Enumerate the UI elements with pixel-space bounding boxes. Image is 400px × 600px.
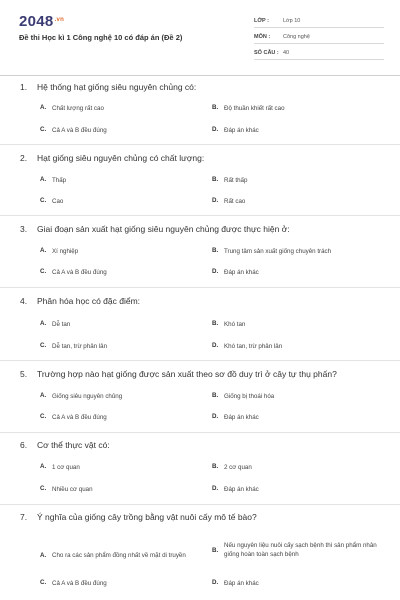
question-divider [0,432,400,433]
answer-option[interactable]: A. Thấp [40,176,67,184]
answer-option[interactable]: C. Cao [40,197,64,205]
answer-option[interactable]: D. Khó tan, trừ phân lân [212,342,283,350]
answer-option[interactable]: C. Nhiều cơ quan [40,485,93,493]
answer-option[interactable]: B. Khó tan [212,320,246,328]
answer-option[interactable]: B. Giống bị thoái hóa [212,392,275,400]
answer-option[interactable]: D. Đáp án khác [212,126,259,134]
question-divider [0,215,400,216]
question-divider [0,360,400,361]
meta-label: LỚP : [254,17,269,24]
question-title: 7. Ý nghĩa của giống cây trồng bằng vật nuôi cấy mô tế bào? [20,512,257,522]
exam-meta [254,14,384,62]
answer-option[interactable]: C. Cả A và B đều đúng [40,268,107,276]
site-logo[interactable] [19,13,64,30]
question-title: 5. Trường hợp nào hạt giống được sản xuất theo sơ đồ duy trì ở cây tự thụ phấn? [20,369,337,379]
logo-domain: .vn [54,17,65,23]
answer-option[interactable]: D. Rất cao [212,197,246,205]
question-title: 2. Hạt giống siêu nguyên chủng có chất lượng: [20,153,205,163]
meta-count-row [254,46,384,60]
meta-subject-row [254,30,384,44]
exam-title: Đề thi Học kì 1 Công nghệ 10 có đáp án (Đề 2) [19,33,183,42]
answer-option[interactable]: A. Dễ tan [40,320,71,328]
meta-class-row [254,14,384,28]
answer-option[interactable]: D. Đáp án khác [212,485,259,493]
question-title: 1. Hệ thống hạt giống siêu nguyên chủng có: [20,82,197,92]
answer-option[interactable]: B. Nếu nguyên liệu nuôi cấy sạch bệnh thì sản phẩm nhân giống hoàn toàn sạch bệnh [212,542,377,558]
answer-option[interactable]: C. Cả A và B đều đúng [40,579,107,587]
question-divider [0,287,400,288]
meta-value: Lớp 10 [283,17,301,24]
meta-label: MÔN : [254,33,271,40]
answer-option[interactable]: C. Cả A và B đều đúng [40,413,107,421]
answer-option[interactable]: D. Đáp án khác [212,268,259,276]
question-title: 3. Giai đoạn sản xuất hạt giống siêu nguyên chủng được thực hiện ở: [20,224,290,234]
meta-label: SỐ CÂU : [254,49,279,56]
question-divider [0,504,400,505]
logo-text: 2048 [19,13,54,30]
exam-header [0,0,400,76]
answer-option[interactable]: B. Độ thuần khiết rất cao [212,104,285,112]
question-title: 6. Cơ thể thực vật có: [20,440,110,450]
meta-value: 40 [283,49,290,56]
meta-value: Công nghệ [283,33,310,40]
answer-option[interactable]: A. Cho ra các sản phẩm đồng nhất về mặt di truyền [40,551,186,559]
answer-option[interactable]: C. Dễ tan, trừ phân lân [40,342,108,350]
answer-option[interactable]: B. 2 cơ quan [212,463,252,471]
answer-option[interactable]: A. Chất lượng rất cao [40,104,104,112]
question-divider [0,144,400,145]
answer-option[interactable]: B. Rất thấp [212,176,248,184]
answer-option[interactable]: C. Cả A và B đều đúng [40,126,107,134]
answer-option[interactable]: B. Trung tâm sản xuất giống chuyên trách [212,247,332,255]
answer-option[interactable]: A. 1 cơ quan [40,463,80,471]
answer-option[interactable]: A. Giống siêu nguyên chủng [40,392,123,400]
answer-option[interactable]: A. Xí nghiệp [40,247,79,255]
answer-option[interactable]: D. Đáp án khác [212,579,259,587]
question-title: 4. Phân hóa học có đặc điểm: [20,296,141,306]
answer-option[interactable]: D. Đáp án khác [212,413,259,421]
